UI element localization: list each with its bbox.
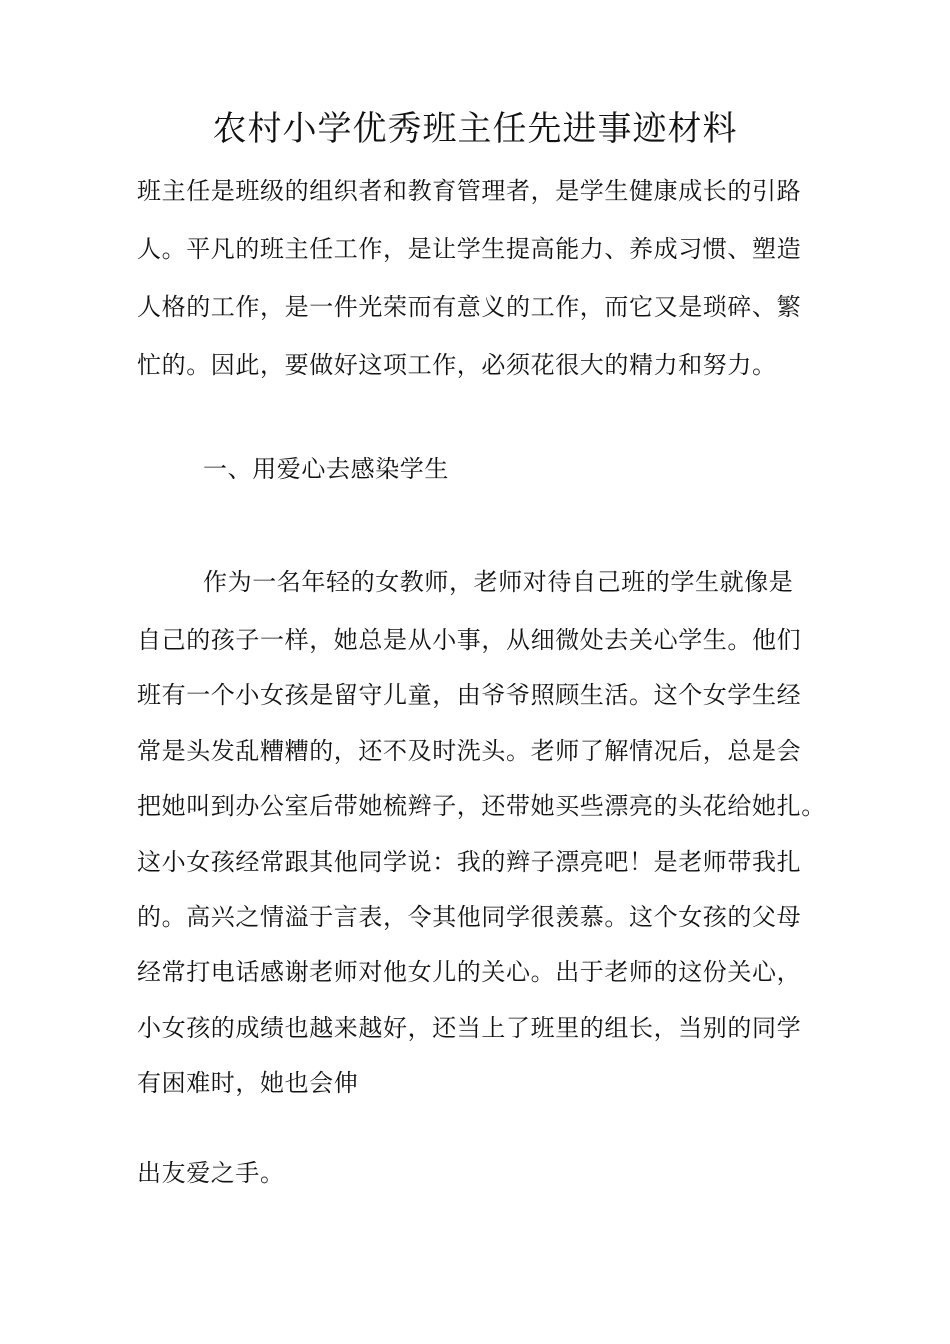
- body-line: 有困难时，她也会伸: [137, 1069, 359, 1097]
- body-line: 常是头发乱糟糟的，还不及时洗头。老师了解情况后，总是会: [137, 737, 802, 765]
- body-line: 经常打电话感谢老师对他女儿的关心。出于老师的这份关心，: [137, 958, 802, 986]
- intro-line: 班主任是班级的组织者和教育管理者，是学生健康成长的引路: [137, 177, 802, 205]
- section-heading: 一、用爱心去感染学生: [203, 455, 449, 483]
- body-line: 这小女孩经常跟其他同学说：我的辫子漂亮吧！是老师带我扎: [137, 848, 802, 876]
- body-line: 小女孩的成绩也越来越好，还当上了班里的组长，当别的同学: [137, 1014, 802, 1042]
- body-line: 作为一名年轻的女教师，老师对待自己班的学生就像是: [203, 568, 794, 596]
- body-line: 自己的孩子一样，她总是从小事，从细微处去关心学生。他们: [137, 626, 802, 654]
- body-line: 把她叫到办公室后带她梳辫子，还带她买些漂亮的头花给她扎。: [137, 792, 826, 820]
- body-line-tail: 出友爱之手。: [137, 1159, 285, 1187]
- body-line: 的。高兴之情溢于言表，令其他同学很羡慕。这个女孩的父母: [137, 903, 802, 931]
- intro-line: 人。平凡的班主任工作，是让学生提高能力、养成习惯、塑造: [137, 235, 802, 263]
- document-title: 农村小学优秀班主任先进事迹材料: [212, 109, 738, 149]
- intro-line: 忙的。因此，要做好这项工作，必须花很大的精力和努力。: [137, 351, 777, 379]
- body-line: 班有一个小女孩是留守儿童，由爷爷照顾生活。这个女学生经: [137, 681, 802, 709]
- intro-line: 人格的工作，是一件光荣而有意义的工作，而它又是琐碎、繁: [137, 293, 802, 321]
